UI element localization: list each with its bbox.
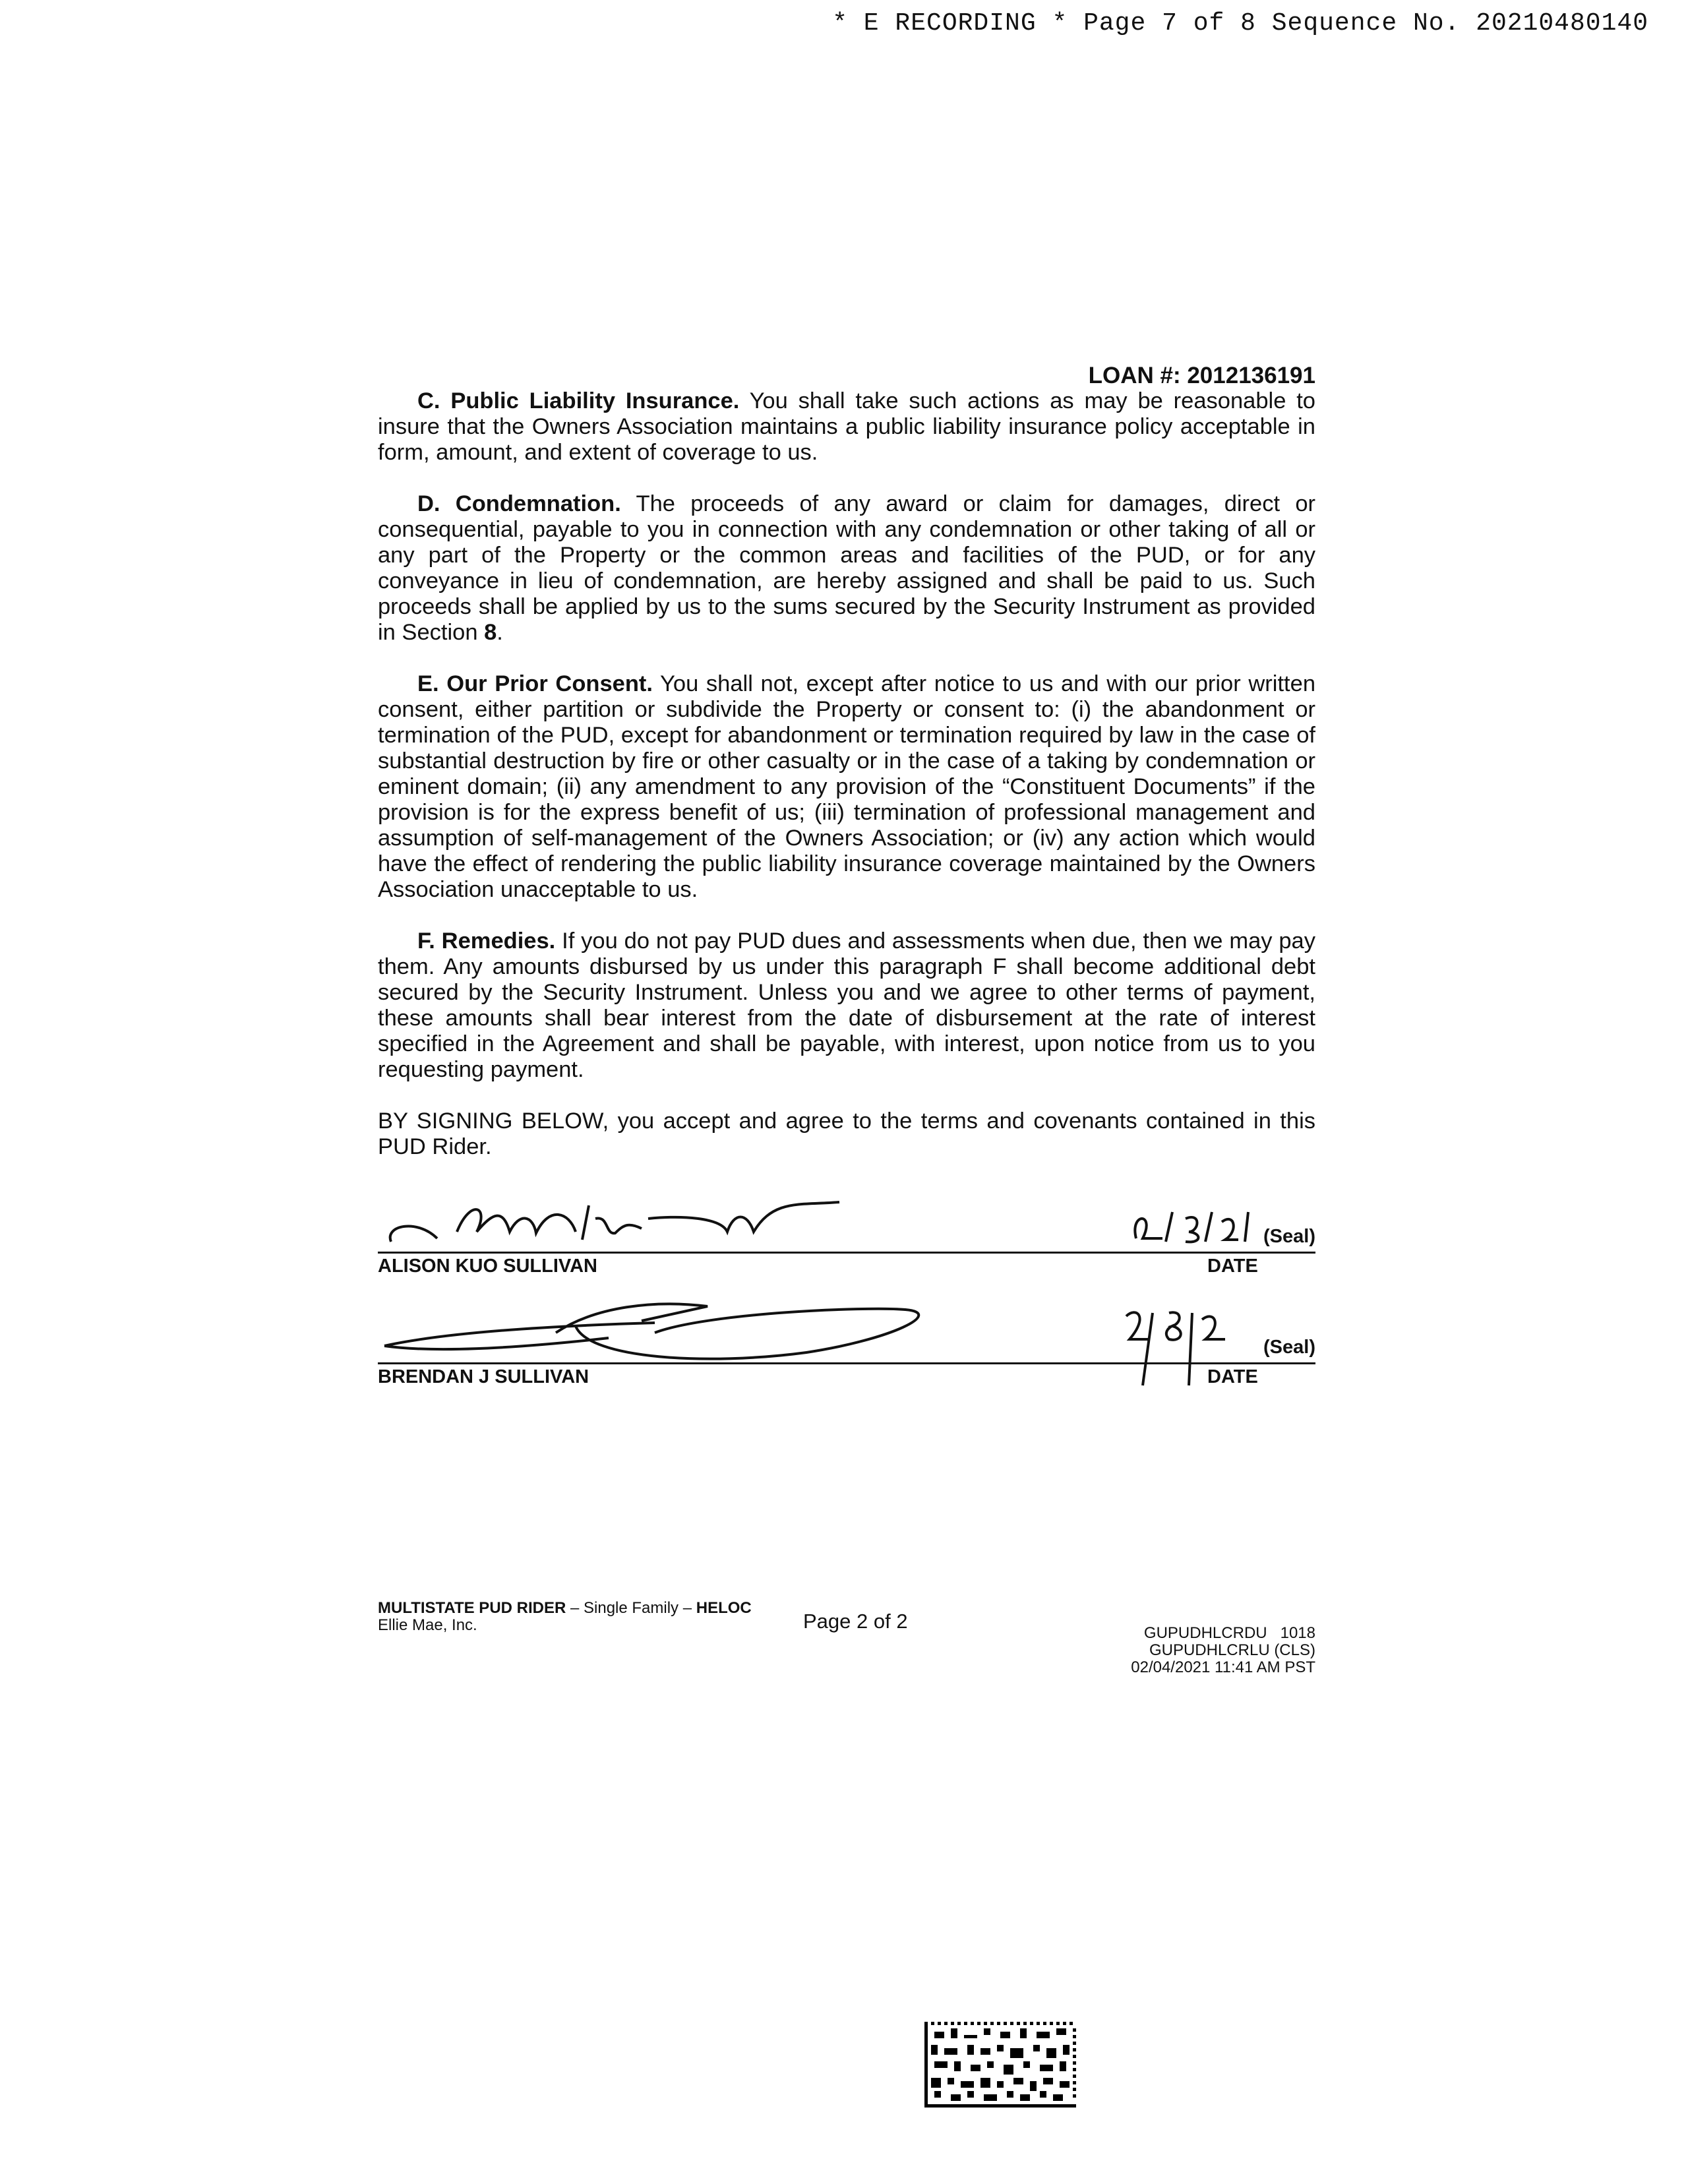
section-d-text: The proceeds of any award or claim for damages, direct or consequential, payable to you in connection with any condemnation or other taking of all or any part of the Property or the common areas and facilities of the PUD, or for any conveyance in lieu of condemnation, are hereby assigned and shall be paid to us. Such proceeds shall be applied by us to the sums secured by the Security Instrument as provided in Section bbox=[378, 491, 1316, 645]
closing-statement: BY SIGNING BELOW, you accept and agree to the terms and covenants contained in this PUD Rider. bbox=[378, 1108, 1315, 1159]
form-type: HELOC bbox=[696, 1599, 752, 1617]
section-f bbox=[378, 928, 1315, 1083]
section-d-heading: D. Condemnation. bbox=[417, 491, 621, 516]
section-c-heading: C. Public Liability Insurance. bbox=[417, 388, 740, 413]
signature-alison bbox=[378, 1186, 1315, 1245]
date-label-1: DATE bbox=[1207, 1256, 1258, 1277]
signature-line-1 bbox=[378, 1212, 1315, 1277]
signer-name-1: ALISON KUO SULLIVAN bbox=[378, 1256, 597, 1277]
document-body bbox=[378, 363, 1315, 1186]
datamatrix-barcode-icon bbox=[924, 2022, 1076, 2108]
form-code-1: GUPUDHLCRDU 1018 bbox=[1143, 1624, 1315, 1642]
form-identifier bbox=[378, 1600, 752, 1634]
section-c-text: You shall take such actions as may be reasonable to insure that the Owners Association maintains a public liability insurance policy acceptable in form, amount, and extent of coverage to us. bbox=[378, 388, 1315, 465]
section-f-heading: F. Remedies. bbox=[417, 928, 556, 954]
signer-name-2: BRENDAN J SULLIVAN bbox=[378, 1366, 589, 1387]
section-f-text: If you do not pay PUD dues and assessments when due, then we may pay them. Any amounts disbursed by us under this paragraph F shall become additional debt secured by the Security Instrument. Unless you and we agree to other terms of payment, these amounts shall bear interest from the date of disbursement at the rate of interest specified in the Agreement and shall be payable, with interest, upon notice from us to you requesting payment. bbox=[378, 928, 1315, 1082]
seal-label-1: (Seal) bbox=[1263, 1226, 1315, 1247]
vendor-name: Ellie Mae, Inc. bbox=[378, 1616, 477, 1634]
seal-label-2: (Seal) bbox=[1263, 1337, 1315, 1358]
section-c bbox=[378, 388, 1315, 466]
date-label-2: DATE bbox=[1207, 1366, 1258, 1387]
section-e-text: You shall not, except after notice to us and with our prior written consent, either partition or subdivide the Property or consent to: (i) the abandonment or termination of the PUD, except for abandonment or termination required by law in the case of substantial destruction by fire or other casualty or in the case of a taking by condemnation or eminent domain; (ii) any amendment to any provision of the “Constituent Documents” if the provision is for the express benefit of us; (iii) termination of professional management and assumption of self-management of the Owners Association; or (iv) any action which would have the effect of rendering the public liability insurance coverage maintained by the Owners Association unacceptable to us. bbox=[378, 671, 1316, 902]
form-codes bbox=[1131, 1625, 1315, 1676]
form-title: MULTISTATE PUD RIDER bbox=[378, 1599, 566, 1617]
form-code-2: GUPUDHLCRLU (CLS) bbox=[1149, 1641, 1315, 1659]
signature-line-2 bbox=[378, 1323, 1315, 1387]
form-subtitle: – Single Family – bbox=[566, 1599, 696, 1617]
section-d bbox=[378, 491, 1315, 646]
section-e-heading: E. Our Prior Consent. bbox=[417, 671, 653, 696]
section-number: 8 bbox=[484, 620, 497, 645]
section-e bbox=[378, 671, 1315, 903]
loan-number: LOAN #: 2012136191 bbox=[1088, 363, 1315, 388]
document-footer bbox=[378, 1600, 1315, 1679]
section-d-period: . bbox=[497, 620, 503, 645]
form-timestamp: 02/04/2021 11:41 AM PST bbox=[1131, 1658, 1315, 1676]
recording-header: * E RECORDING * Page 7 of 8 Sequence No. 20210480140 bbox=[832, 9, 1648, 38]
page-number: Page 2 of 2 bbox=[803, 1610, 908, 1633]
